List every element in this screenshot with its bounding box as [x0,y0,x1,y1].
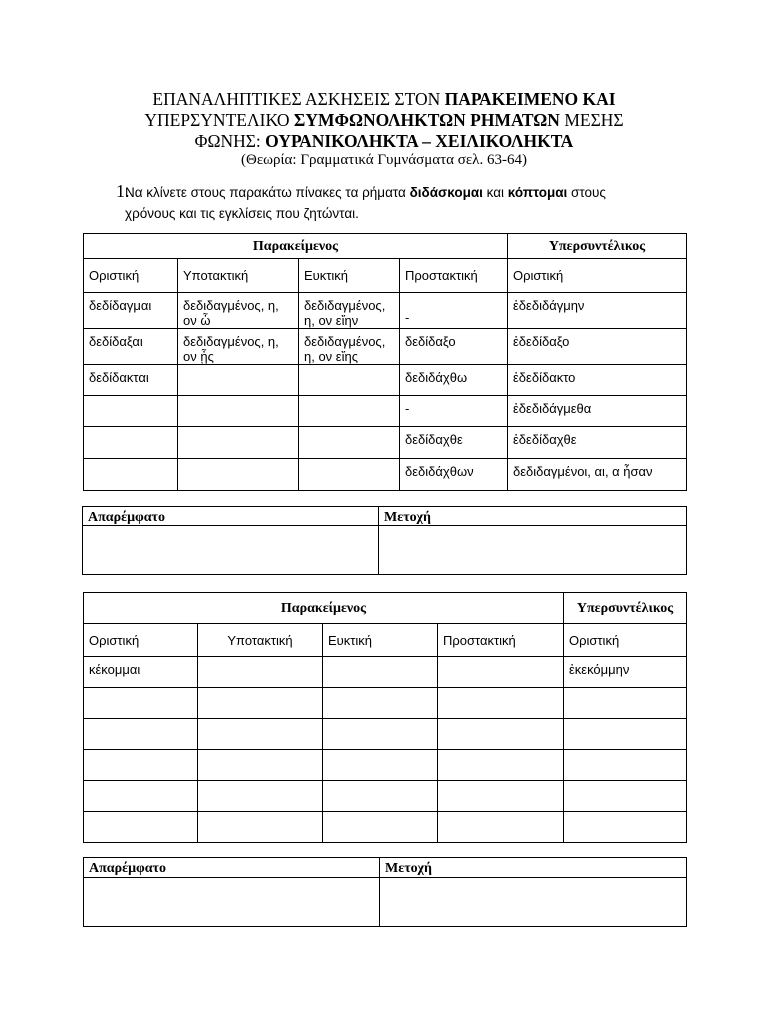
table-cell[interactable]: ἐδεδίδαξο [508,329,687,365]
table-cell[interactable] [323,657,438,688]
column-header-pluperfect-indicative: Οριστική [564,624,687,657]
table-cell[interactable] [299,427,400,459]
table-cell[interactable] [323,781,438,812]
table-cell[interactable] [84,396,178,427]
table-cell[interactable] [323,750,438,781]
table-row [84,293,687,329]
table-cell[interactable]: δεδιδαγμένος, η, ον εἴης [299,329,400,365]
header-participle: Μετοχή [379,507,687,526]
table-cell[interactable]: δεδίδακται [84,365,178,396]
column-header-pluperfect-indicative: Οριστική [508,259,687,293]
table-cell[interactable] [299,396,400,427]
table-cell[interactable] [564,781,687,812]
title-line-2: ΥΠΕΡΣΥΝΤΕΛΙΚΟ ΣΥΜΦΩΝΟΛΗΚΤΩΝ ΡΗΜΑΤΩΝ ΜΕΣΗΣ [144,110,624,130]
column-header-imperative: Προστακτική [400,259,508,293]
table-cell[interactable]: δεδιδαγμένοι, αι, α ἦσαν [508,459,687,491]
column-header-subjunctive: Υποτακτική [198,624,323,657]
conjugation-table-didaskomai [83,233,687,491]
table-row [84,365,687,396]
table-row [84,781,687,812]
table-cell[interactable] [178,396,299,427]
table-cell[interactable] [84,750,198,781]
table-cell[interactable] [84,812,198,843]
table-cell[interactable]: δεδιδαγμένος, η, ον εἴην [299,293,400,329]
table-cell[interactable]: δεδιδάχθων [400,459,508,491]
column-header-optative: Ευκτική [299,259,400,293]
title-line-1: ΕΠΑΝΑΛΗΠΤΙΚΕΣ ΑΣΚΗΣΕΙΣ ΣΤΟΝ ΠΑΡΑΚΕΙΜΕΝΟ ΚΑΙ [152,89,616,109]
table-cell[interactable] [564,812,687,843]
table-cell[interactable] [84,688,198,719]
table-cell[interactable] [178,427,299,459]
column-header-optative: Ευκτική [323,624,438,657]
table-cell[interactable] [84,781,198,812]
table-cell[interactable]: - [400,293,508,329]
table-cell[interactable] [438,781,564,812]
table-row [84,427,687,459]
table-cell[interactable]: δεδίδαγμαι [84,293,178,329]
header-pluperfect: Υπερσυντέλικος [564,593,687,624]
participle-answer-cell[interactable] [379,526,687,575]
header-infinitive: Απαρέμφατο [83,507,379,526]
table-cell[interactable]: δεδιδάχθω [400,365,508,396]
table-cell[interactable] [84,459,178,491]
table-cell[interactable] [198,812,323,843]
conjugation-table-koptomai [83,592,687,843]
table-cell[interactable]: δεδίδαξο [400,329,508,365]
header-infinitive: Απαρέμφατο [84,858,380,878]
table-cell[interactable] [438,688,564,719]
table-cell[interactable]: δεδίδαχθε [400,427,508,459]
table-cell[interactable] [198,750,323,781]
table-row [84,657,687,688]
question-text-line-1: Να κλίνετε στους παρακάτω πίνακες τα ρήματα διδάσκομαι και κόπτομαι στους [125,185,606,200]
table-row [84,688,687,719]
infinitive-participle-table-1 [82,506,687,575]
table-cell[interactable] [438,657,564,688]
table-cell[interactable] [198,781,323,812]
header-perfect: Παρακείμενος [84,593,564,624]
table-cell[interactable] [178,459,299,491]
column-header-imperative: Προστακτική [438,624,564,657]
table-cell[interactable] [323,812,438,843]
table-cell[interactable] [198,688,323,719]
table-cell[interactable] [84,427,178,459]
header-perfect: Παρακείμενος [84,234,508,259]
table-cell[interactable] [84,719,198,750]
title-line-3: ΦΩΝΗΣ: ΟΥΡΑΝΙΚΟΛΗΚΤΑ – ΧΕΙΛΙΚΟΛΗΚΤΑ [194,131,574,151]
table-row [84,329,687,365]
table-cell[interactable] [323,719,438,750]
table-cell[interactable] [323,688,438,719]
table-cell[interactable]: ἐδεδιδάγμεθα [508,396,687,427]
table-cell[interactable] [438,719,564,750]
infinitive-participle-table-2 [83,857,687,927]
table-cell[interactable]: ἐδεδιδάγμην [508,293,687,329]
column-header-subjunctive: Υποτακτική [178,259,299,293]
subtitle: (Θεωρία: Γραμματικά Γυμνάσματα σελ. 63-64) [241,152,527,168]
column-header-indicative: Οριστική [84,259,178,293]
table-cell[interactable]: δεδιδαγμένος, η, ον ᾖς [178,329,299,365]
table-cell[interactable] [564,688,687,719]
table-cell[interactable] [198,657,323,688]
table-cell[interactable]: ἐδεδίδακτο [508,365,687,396]
participle-answer-cell[interactable] [380,878,687,927]
table-cell[interactable] [178,365,299,396]
table-cell[interactable] [198,719,323,750]
question-number: 1. [116,181,130,201]
table-cell[interactable]: δεδιδαγμένος, η, ον ὦ [178,293,299,329]
table-row [84,396,687,427]
infinitive-answer-cell[interactable] [84,878,380,927]
table-row [84,719,687,750]
table-cell[interactable]: - [400,396,508,427]
table-row [84,459,687,491]
infinitive-answer-cell[interactable] [83,526,379,575]
table-cell[interactable] [438,750,564,781]
table-cell[interactable] [564,750,687,781]
table-row [84,812,687,843]
column-header-indicative: Οριστική [84,624,198,657]
table-cell[interactable]: ἐδεδίδαχθε [508,427,687,459]
table-row [84,750,687,781]
table-cell[interactable] [438,812,564,843]
table-cell[interactable]: δεδίδαξαι [84,329,178,365]
header-participle: Μετοχή [380,858,687,878]
table-cell[interactable] [299,459,400,491]
table-cell[interactable] [564,719,687,750]
question-text-line-2: χρόνους και τις εγκλίσεις που ζητώνται. [125,206,359,221]
table-cell[interactable]: κέκομμαι [84,657,198,688]
header-pluperfect: Υπερσυντέλικος [508,234,687,259]
table-cell[interactable] [299,365,400,396]
table-cell[interactable]: ἐκεκόμμην [564,657,687,688]
